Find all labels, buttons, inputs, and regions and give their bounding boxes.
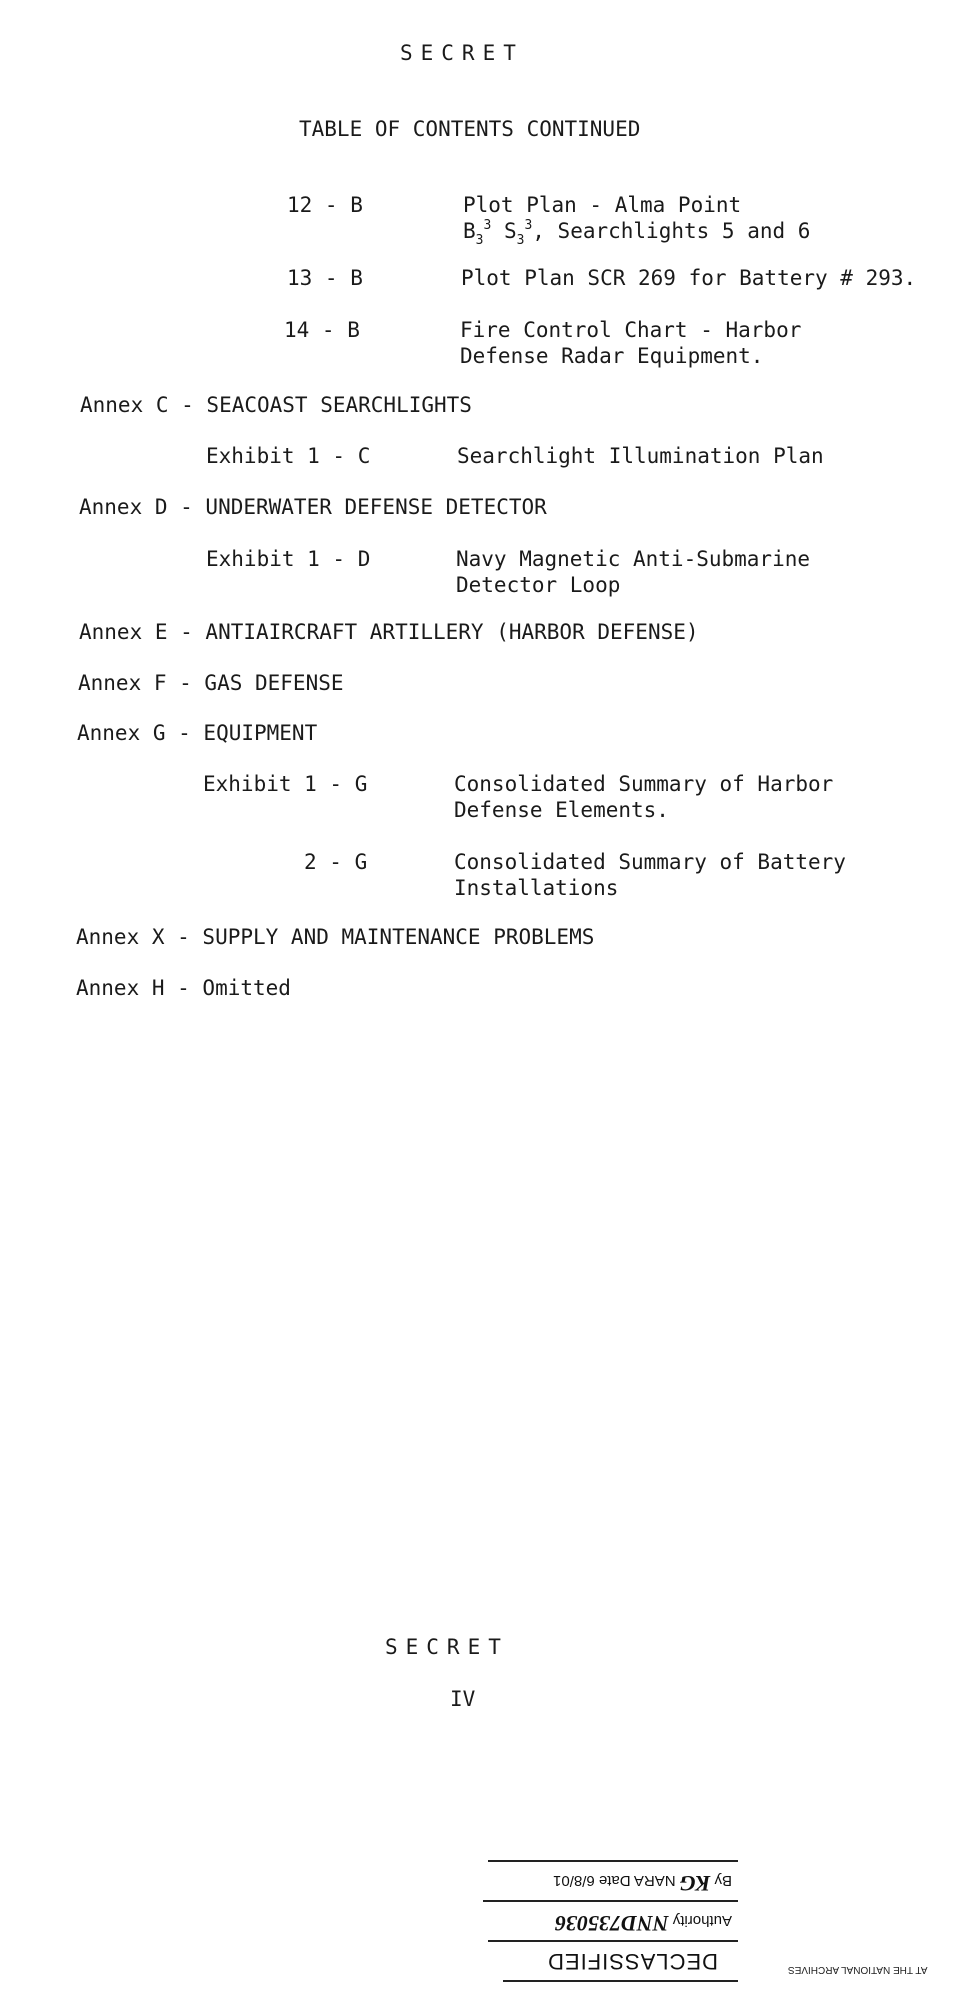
exhibit-number: 14 - B [284, 318, 360, 342]
stamp-rule [488, 1940, 738, 1942]
stamp-rule [488, 1860, 738, 1862]
stamp-declassified: DECLASSIFIED [547, 1949, 718, 1974]
footer-classification: SECRET [385, 1635, 509, 1659]
exhibit-title-line2: Installations [454, 876, 619, 900]
annex-d-heading: Annex D - UNDERWATER DEFENSE DETECTOR [79, 495, 547, 519]
stamp-rule [503, 1980, 738, 1982]
page-number: IV [450, 1687, 476, 1711]
exhibit-title: Plot Plan - Alma Point [463, 193, 742, 217]
exhibit-number: 12 - B [287, 193, 363, 217]
annex-e-heading: Annex E - ANTIAIRCRAFT ARTILLERY (HARBOR DEFENSE) [79, 620, 699, 644]
annex-c-heading: Annex C - SEACOAST SEARCHLIGHTS [80, 393, 472, 417]
header-classification: SECRET [400, 41, 524, 65]
exhibit-number: Exhibit 1 - D [206, 547, 371, 571]
annex-f-heading: Annex F - GAS DEFENSE [78, 671, 344, 695]
exhibit-title-line2: Defense Radar Equipment. [460, 344, 764, 368]
archive-note: AT THE NATIONAL ARCHIVES [788, 1964, 928, 1975]
stamp-authority: Authority NND735036 [554, 1911, 732, 1936]
page-title: TABLE OF CONTENTS CONTINUED [299, 117, 641, 141]
exhibit-number: Exhibit 1 - C [206, 444, 371, 468]
annex-h-heading: Annex H - Omitted [76, 976, 291, 1000]
exhibit-number: 13 - B [287, 266, 363, 290]
exhibit-number: 2 - G [304, 850, 368, 874]
annex-x-heading: Annex X - SUPPLY AND MAINTENANCE PROBLEMS [76, 925, 595, 949]
exhibit-title-line2: $B_3^3$ $S_3^3$, Searchlights 5 and 6 [463, 218, 811, 248]
exhibit-title: Consolidated Summary of Battery [454, 850, 846, 874]
exhibit-title-line2: Defense Elements. [454, 798, 669, 822]
exhibit-title: Navy Magnetic Anti-Submarine [456, 547, 811, 571]
annex-g-heading: Annex G - EQUIPMENT [77, 721, 318, 745]
stamp-by: By KG NARA Date 6/8/01 [553, 1871, 732, 1896]
exhibit-title-line2: Detector Loop [456, 573, 621, 597]
declassification-stamp [468, 1836, 768, 1986]
stamp-rule [483, 1900, 738, 1902]
exhibit-title: Fire Control Chart - Harbor [460, 318, 802, 342]
exhibit-title: Searchlight Illumination Plan [457, 444, 824, 468]
exhibit-title: Consolidated Summary of Harbor [454, 772, 834, 796]
exhibit-number: Exhibit 1 - G [203, 772, 368, 796]
exhibit-title: Plot Plan SCR 269 for Battery # 293. [461, 266, 917, 290]
